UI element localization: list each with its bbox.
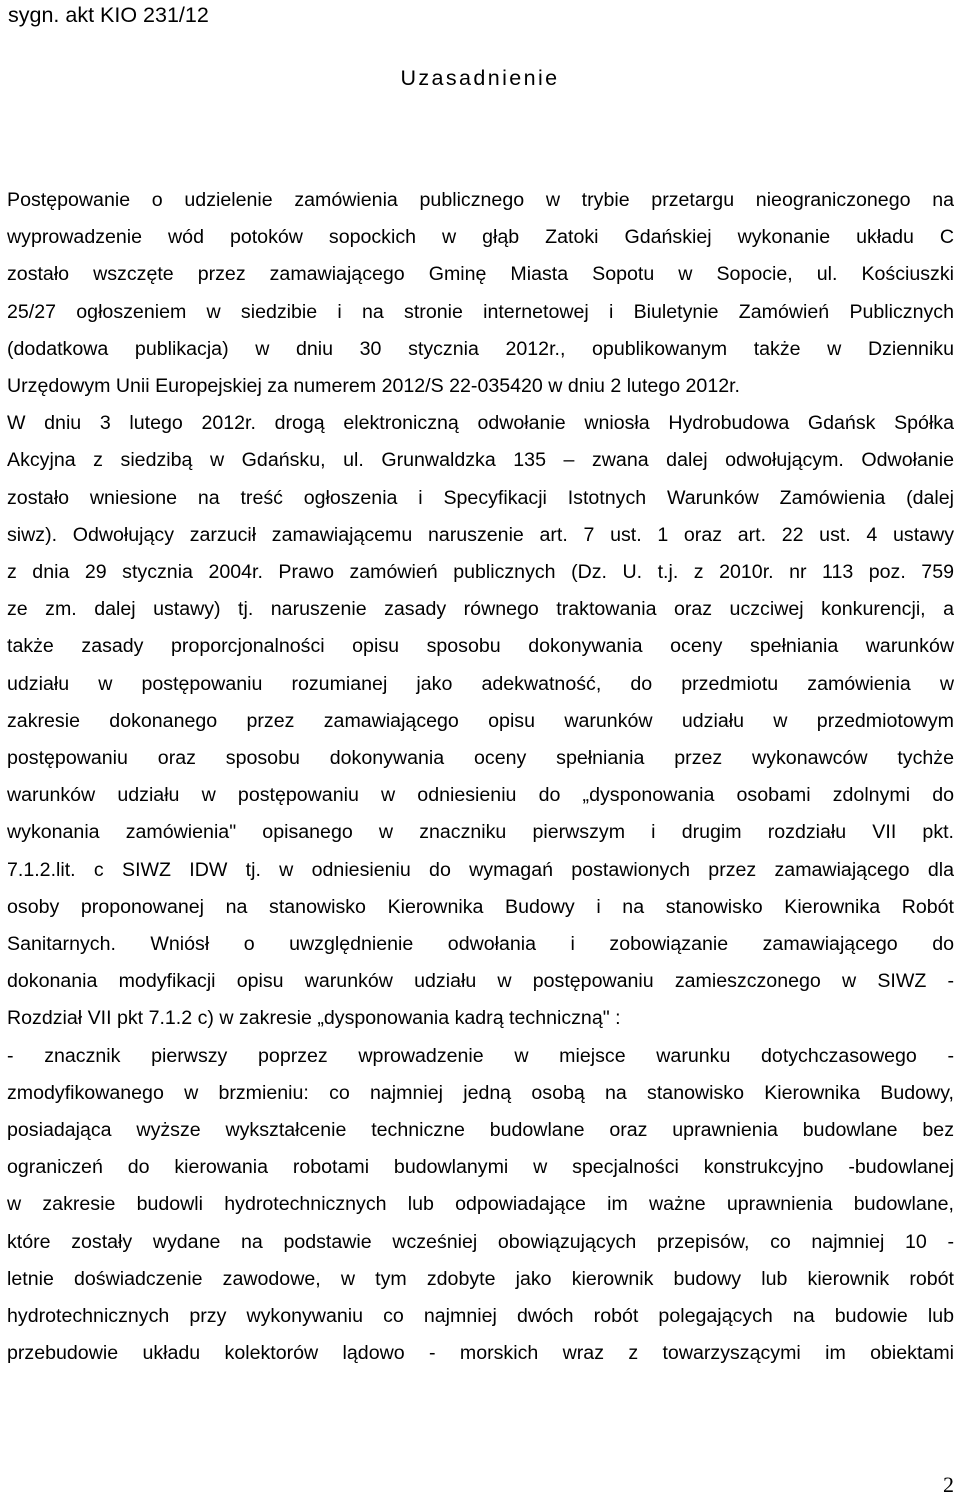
- page-number: 2: [943, 1472, 954, 1497]
- text-line: dokonania modyfikacji opisu warunków udziału w postępowaniu zamieszczonego w SIWZ -: [7, 970, 954, 993]
- text-line: wykonania zamówienia" opisanego w znaczniku pierwszym i drugim rozdziału VII pkt.: [7, 821, 954, 844]
- text-line: zakresie dokonanego przez zamawiającego opisu warunków udziału w przedmiotowym: [7, 709, 954, 732]
- text-line: 25/27 ogłoszeniem w siedzibie i na stronie internetowej i Biuletynie Zamówień Publicznych: [7, 300, 954, 323]
- text-line: W dniu 3 lutego 2012r. drogą elektroniczną odwołanie wniosła Hydrobudowa Gdańsk Spółka: [7, 412, 954, 435]
- text-line: z dnia 29 stycznia 2004r. Prawo zamówień publicznych (Dz. U. t.j. z 2010r. nr 113 poz. 759: [7, 561, 954, 584]
- justification-body: [7, 182, 954, 1373]
- text-line: siwz). Odwołujący zarzucił zamawiającemu naruszenie art. 7 ust. 1 oraz art. 22 ust. 4 ustawy: [7, 523, 954, 546]
- text-line: Sanitarnych. Wniósł o uwzględnienie odwołania i zobowiązanie zamawiającego do: [7, 933, 954, 956]
- text-line: Urzędowym Unii Europejskiej za numerem 2012/S 22-035420 w dniu 2 lutego 2012r.: [7, 375, 741, 398]
- text-line: Rozdział VII pkt 7.1.2 c) w zakresie „dysponowania kadrą techniczną" :: [7, 1007, 621, 1030]
- text-line: (dodatkowa publikacja) w dniu 30 stycznia 2012r., opublikowanym także w Dzienniku: [7, 337, 954, 360]
- text-line: przebudowie układu kolektorów lądowo - morskich wraz z towarzyszącymi im obiektami: [7, 1342, 954, 1365]
- text-line: warunków udziału w postępowaniu w odniesieniu do „dysponowania osobami zdolnymi do: [7, 784, 954, 807]
- text-line: Postępowanie o udzielenie zamówienia publicznego w trybie przetargu nieograniczonego na: [7, 189, 954, 211]
- text-line: zmodyfikowanego w brzmieniu: co najmniej jedną osobą na stanowisko Kierownika Budowy,: [7, 1081, 954, 1104]
- document-title: Uzasadnienie: [400, 66, 560, 90]
- text-line: ograniczeń do kierowania robotami budowlanymi w specjalności konstrukcyjno -budowlanej: [7, 1156, 954, 1179]
- text-line: Akcyjna z siedzibą w Gdańsku, ul. Grunwaldzka 135 – zwana dalej odwołującym. Odwołanie: [7, 449, 954, 472]
- text-line: letnie doświadczenie zawodowe, w tym zdobyte jako kierownik budowy lub kierownik robót: [7, 1267, 954, 1290]
- text-line: posiadająca wyższe wykształcenie techniczne budowlane oraz uprawnienia budowlane bez: [7, 1119, 954, 1142]
- text-line: zostało wszczęte przez zamawiającego Gminę Miasta Sopotu w Sopocie, ul. Kościuszki: [7, 263, 954, 286]
- text-line: - znacznik pierwszy poprzez wprowadzenie w miejsce warunku dotychczasowego -: [7, 1044, 954, 1067]
- text-line: zostało wniesione na treść ogłoszenia i Specyfikacji Istotnych Warunków Zamówienia (dalej: [7, 486, 954, 509]
- text-line: wyprowadzenie wód potoków sopockich w głąb Zatoki Gdańskiej wykonanie układu C: [7, 226, 954, 249]
- text-line: hydrotechnicznych przy wykonywaniu co najmniej dwóch robót polegających na budowie lub: [7, 1305, 954, 1328]
- text-line: które zostały wydane na podstawie wcześniej obowiązujących przepisów, co najmniej 10 -: [7, 1230, 954, 1253]
- text-line: ze zm. dalej ustawy) tj. naruszenie zasady równego traktowania oraz uczciwej konkurencji, a: [7, 598, 954, 621]
- text-line: udziału w postępowaniu rozumianej jako adekwatność, do przedmiotu zamówienia w: [7, 672, 954, 695]
- text-line: także zasady proporcjonalności opisu sposobu dokonywania oceny spełniania warunków: [7, 635, 954, 658]
- text-line: postępowaniu oraz sposobu dokonywania oceny spełniania przez wykonawców tychże: [7, 747, 954, 770]
- text-line: w zakresie budowli hydrotechnicznych lub odpowiadające im ważne uprawnienia budowlane,: [7, 1193, 954, 1216]
- text-line: osoby proponowanej na stanowisko Kierownika Budowy i na stanowisko Kierownika Robót: [7, 895, 954, 918]
- text-line: 7.1.2.lit. c SIWZ IDW tj. w odniesieniu do wymagań postawionych przez zamawiającego dla: [7, 858, 954, 881]
- case-reference: sygn. akt KIO 231/12: [8, 3, 209, 27]
